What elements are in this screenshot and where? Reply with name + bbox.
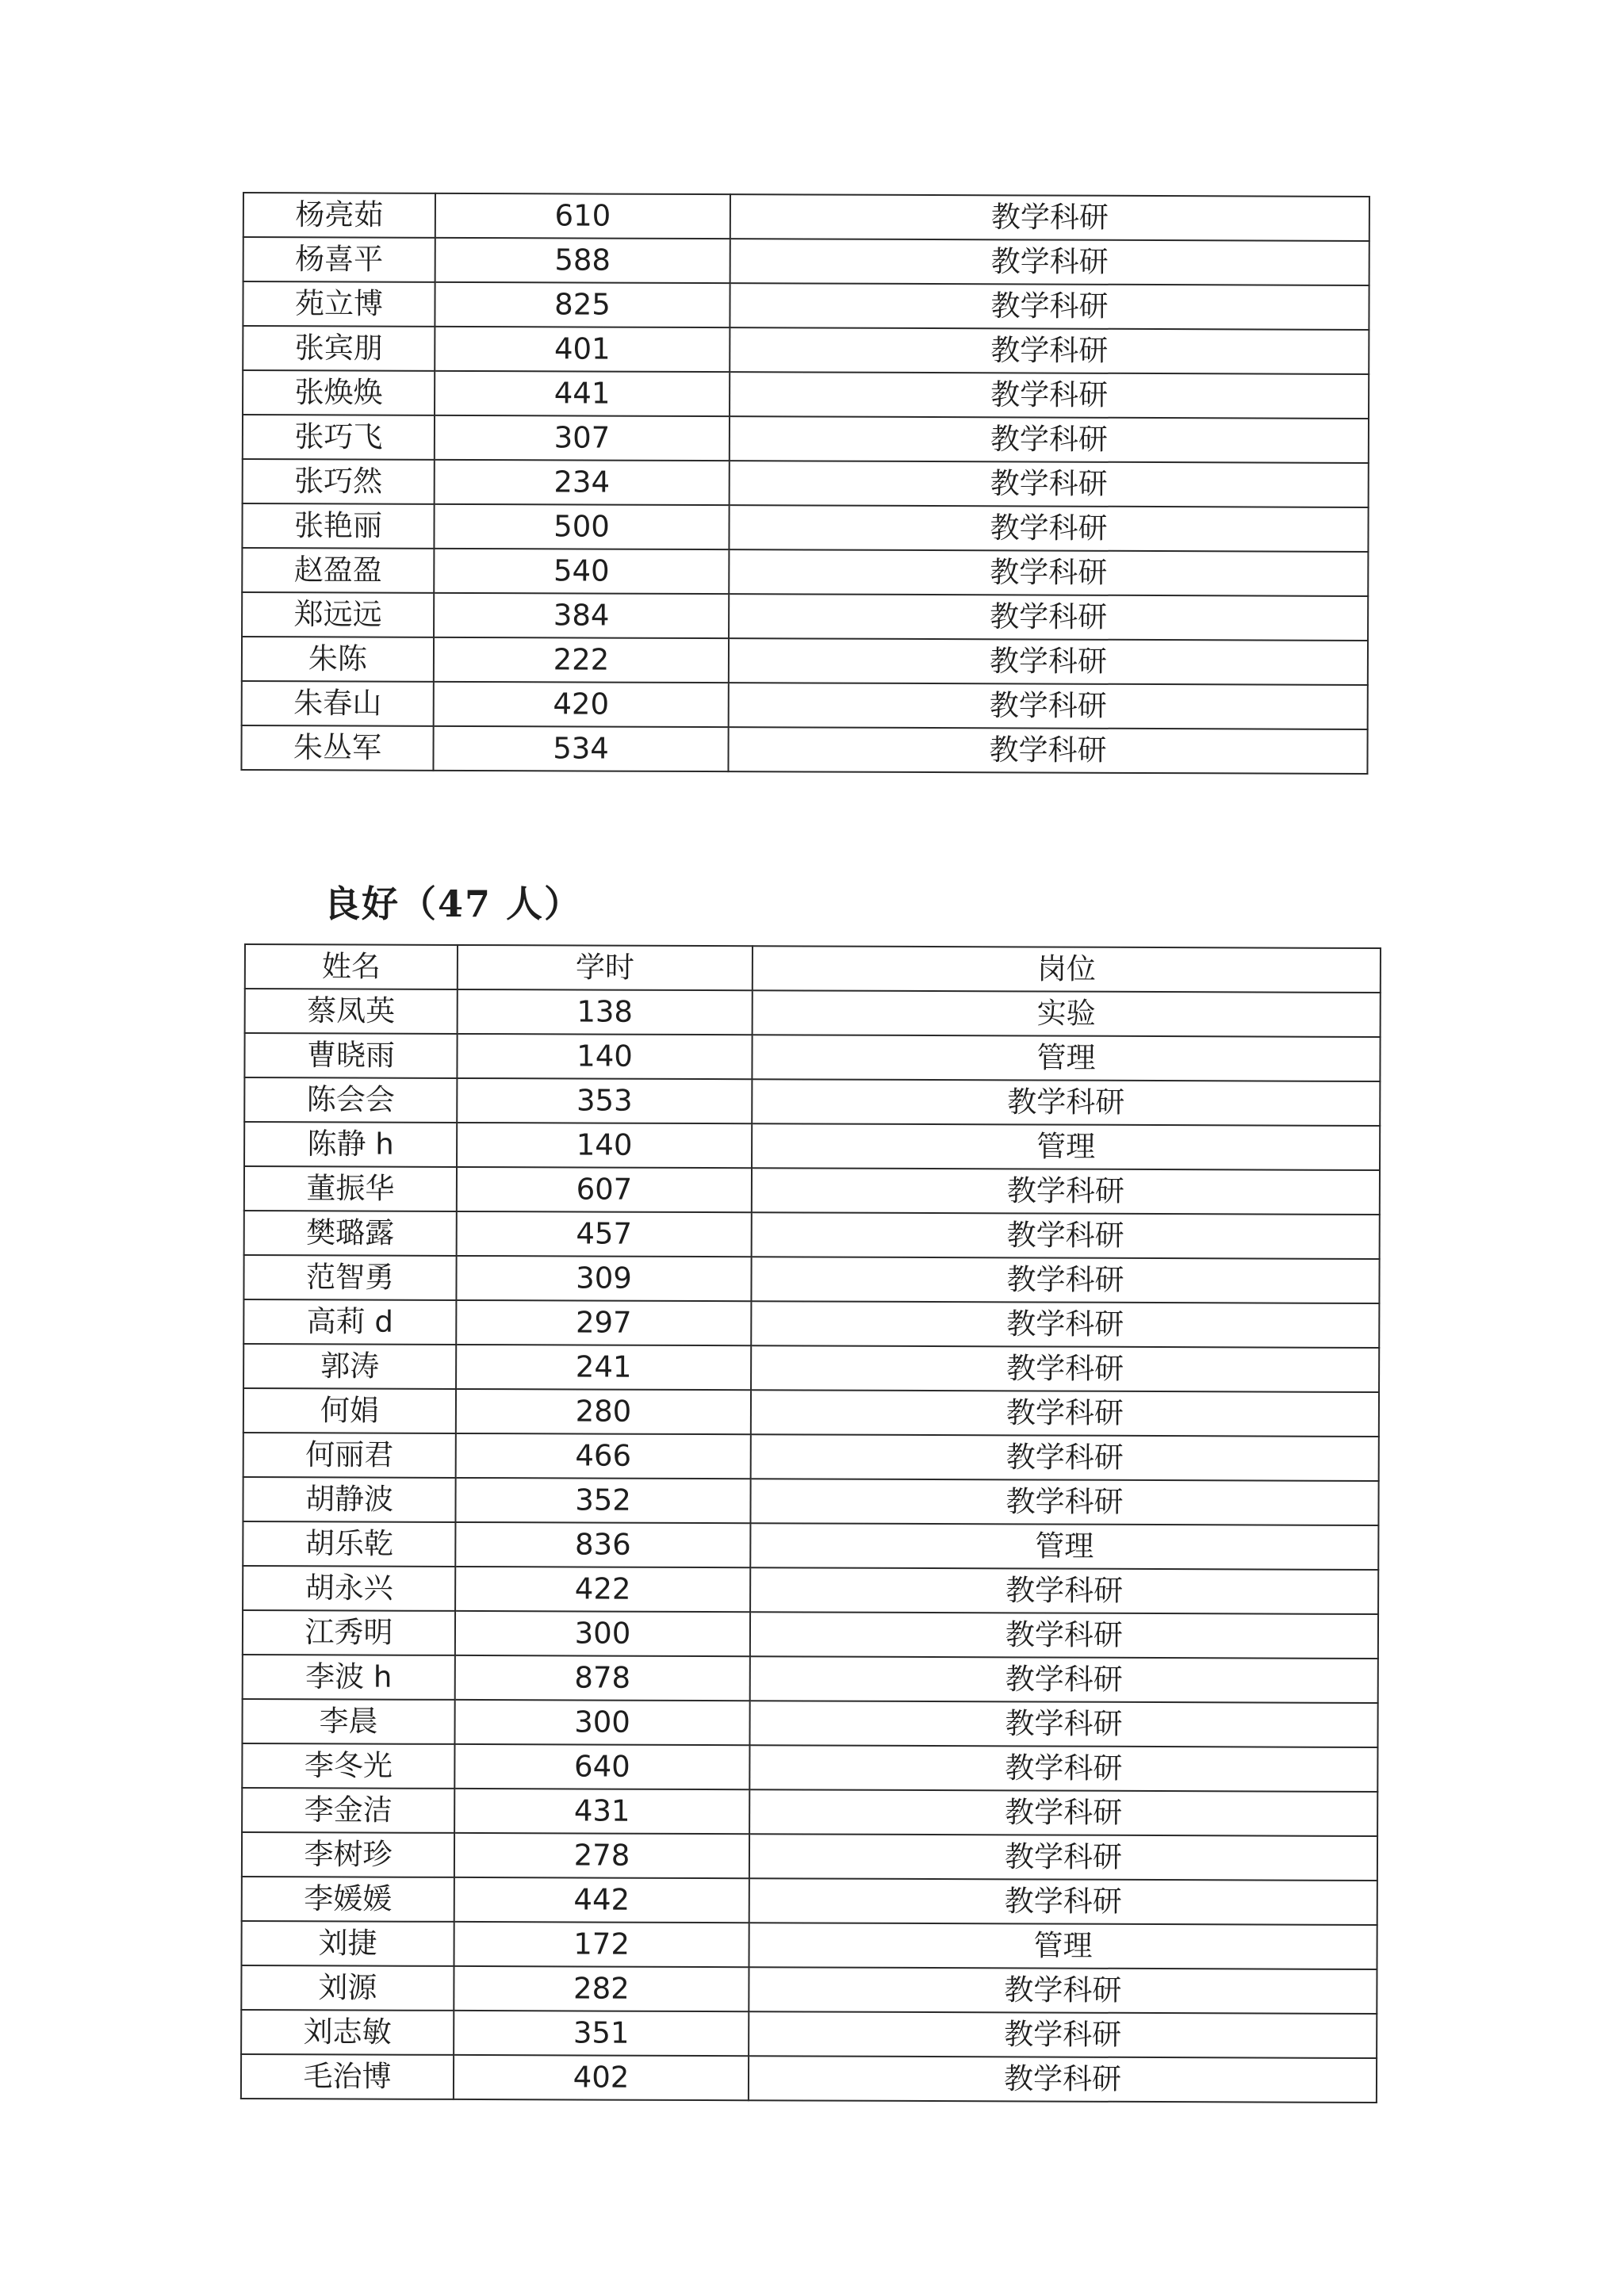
cell-name: 江秀明 <box>243 1610 455 1655</box>
cell-name: 朱丛军 <box>241 725 433 771</box>
cell-name: 刘捷 <box>242 1921 454 1966</box>
cell-hours: 640 <box>454 1744 749 1789</box>
table-row <box>241 2054 1377 2103</box>
cell-hours: 351 <box>454 2011 749 2056</box>
cell-position: 教学科研 <box>730 283 1369 330</box>
cell-name: 何丽君 <box>243 1433 456 1478</box>
cell-hours: 300 <box>454 1700 749 1745</box>
cell-position: 教学科研 <box>730 372 1369 419</box>
cell-name: 陈静 h <box>244 1122 457 1167</box>
table-row <box>242 1921 1377 1969</box>
cell-position: 教学科研 <box>749 2011 1377 2058</box>
good-rating-staff-table <box>240 943 1381 2103</box>
cell-name: 李树珍 <box>242 1832 454 1877</box>
cell-hours: 300 <box>455 1611 750 1656</box>
table-row <box>244 1077 1380 1126</box>
cell-position: 教学科研 <box>749 1701 1377 1747</box>
cell-position: 教学科研 <box>750 1612 1378 1659</box>
cell-hours: 588 <box>435 238 730 283</box>
cell-position: 教学科研 <box>752 1168 1380 1215</box>
cell-name: 郭涛 <box>243 1344 456 1389</box>
table-row <box>243 281 1369 330</box>
table-row <box>243 1433 1379 1481</box>
cell-position: 教学科研 <box>729 505 1368 552</box>
cell-position: 教学科研 <box>750 1479 1378 1525</box>
table-row <box>241 2010 1377 2058</box>
cell-name: 李波 h <box>243 1655 455 1700</box>
cell-name: 张宾朋 <box>243 326 435 371</box>
cell-position: 教学科研 <box>729 594 1368 641</box>
cell-name: 李晨 <box>242 1699 454 1744</box>
cell-hours: 431 <box>454 1789 749 1834</box>
cell-name: 李媛媛 <box>242 1877 454 1922</box>
cell-name: 张巧然 <box>243 459 435 504</box>
cell-position: 教学科研 <box>749 1789 1377 1836</box>
cell-position: 教学科研 <box>751 1345 1379 1392</box>
good-table-body <box>241 989 1381 2103</box>
cell-hours: 607 <box>457 1167 752 1212</box>
cell-position: 管理 <box>752 1123 1380 1170</box>
cell-hours: 234 <box>435 460 730 505</box>
cell-position: 教学科研 <box>750 1656 1378 1703</box>
table-row <box>242 503 1368 552</box>
cell-hours: 457 <box>457 1211 752 1257</box>
cell-name: 朱春山 <box>242 681 434 726</box>
cell-position: 教学科研 <box>751 1257 1379 1303</box>
cell-hours: 307 <box>435 415 730 461</box>
cell-position: 教学科研 <box>728 727 1367 774</box>
cell-position: 教学科研 <box>752 1079 1380 1126</box>
table-row <box>244 1166 1380 1215</box>
cell-position: 教学科研 <box>750 1567 1378 1614</box>
table-row <box>241 1965 1377 2014</box>
cell-position: 实验 <box>753 990 1381 1037</box>
table-row <box>244 1122 1380 1170</box>
cell-position: 教学科研 <box>730 194 1369 241</box>
cell-hours: 534 <box>433 726 728 771</box>
cell-hours: 825 <box>435 282 730 327</box>
table-row <box>243 1655 1378 1703</box>
table-row <box>243 1255 1379 1303</box>
cell-position: 教学科研 <box>729 638 1368 685</box>
cell-name: 胡永兴 <box>243 1566 455 1611</box>
cell-name: 胡乐乾 <box>243 1521 455 1567</box>
cell-hours: 422 <box>455 1567 750 1612</box>
section-heading-good: 良好（47 人） <box>324 882 583 925</box>
table-row <box>243 326 1369 374</box>
cell-hours: 140 <box>457 1034 752 1079</box>
cell-hours: 878 <box>455 1655 750 1701</box>
cell-hours: 280 <box>456 1389 751 1434</box>
cell-name: 张艳丽 <box>242 503 434 549</box>
table-row <box>243 1344 1379 1392</box>
cell-position: 管理 <box>752 1035 1380 1081</box>
cell-hours: 466 <box>456 1433 751 1479</box>
header-position: 岗位 <box>753 946 1381 993</box>
cell-position: 教学科研 <box>749 1834 1377 1881</box>
cell-position: 教学科研 <box>749 1745 1377 1792</box>
continued-staff-table <box>240 192 1370 775</box>
cell-position: 教学科研 <box>749 1967 1377 2014</box>
cell-name: 毛治博 <box>241 2054 454 2099</box>
table-row <box>243 1299 1379 1348</box>
continued-table-body <box>241 193 1369 774</box>
cell-position: 管理 <box>749 1923 1377 1969</box>
cell-position: 教学科研 <box>730 327 1369 374</box>
table-row <box>243 1566 1378 1614</box>
header-hours: 学时 <box>458 945 753 990</box>
table-row <box>242 1832 1377 1881</box>
cell-position: 管理 <box>750 1523 1378 1570</box>
cell-position: 教学科研 <box>749 1878 1377 1925</box>
cell-hours: 610 <box>435 193 730 239</box>
cell-name: 张巧飞 <box>243 415 435 460</box>
cell-hours: 442 <box>454 1877 749 1923</box>
table-row <box>242 548 1368 596</box>
cell-hours: 540 <box>434 549 729 594</box>
cell-hours: 282 <box>454 1966 749 2011</box>
cell-name: 杨喜平 <box>243 237 435 282</box>
cell-hours: 441 <box>435 371 730 416</box>
cell-hours: 353 <box>457 1078 752 1123</box>
cell-position: 教学科研 <box>749 2056 1377 2103</box>
cell-position: 教学科研 <box>751 1301 1379 1348</box>
cell-name: 赵盈盈 <box>242 548 434 593</box>
cell-name: 李金洁 <box>242 1788 454 1833</box>
table-row <box>243 459 1369 507</box>
cell-hours: 401 <box>435 327 730 372</box>
cell-name: 蔡凤英 <box>245 989 458 1034</box>
cell-name: 刘源 <box>241 1965 454 2011</box>
cell-hours: 309 <box>456 1256 751 1301</box>
table-row <box>245 989 1381 1037</box>
cell-name: 董振华 <box>244 1166 457 1211</box>
cell-hours: 278 <box>454 1833 749 1878</box>
cell-hours: 222 <box>434 637 729 683</box>
table-row <box>243 1477 1378 1525</box>
cell-name: 张焕焕 <box>243 370 435 415</box>
table-row <box>243 237 1369 285</box>
table-row <box>243 1388 1379 1437</box>
header-name: 姓名 <box>245 944 458 989</box>
cell-name: 郑远远 <box>242 592 434 637</box>
cell-name: 高莉 d <box>243 1299 456 1345</box>
table-row <box>241 725 1367 774</box>
cell-name: 曹晓雨 <box>244 1033 457 1078</box>
cell-name: 苑立博 <box>243 281 435 327</box>
table-row <box>242 637 1368 685</box>
table-row <box>244 1033 1380 1081</box>
table-row <box>242 592 1368 641</box>
cell-position: 教学科研 <box>751 1434 1379 1481</box>
cell-position: 教学科研 <box>751 1390 1379 1437</box>
cell-hours: 140 <box>457 1123 752 1168</box>
cell-position: 教学科研 <box>729 683 1368 729</box>
cell-hours: 138 <box>458 989 753 1035</box>
table-row <box>243 415 1369 463</box>
cell-hours: 420 <box>434 682 729 727</box>
cell-name: 胡静波 <box>243 1477 455 1522</box>
cell-position: 教学科研 <box>730 239 1369 285</box>
cell-position: 教学科研 <box>730 416 1369 463</box>
cell-position: 教学科研 <box>752 1212 1380 1259</box>
cell-name: 何娟 <box>243 1388 456 1433</box>
cell-hours: 836 <box>455 1522 750 1567</box>
cell-hours: 297 <box>456 1300 751 1345</box>
table-header-row <box>245 944 1381 993</box>
table-row <box>242 1699 1377 1747</box>
cell-hours: 241 <box>456 1345 751 1390</box>
cell-name: 陈会会 <box>244 1077 457 1123</box>
cell-hours: 500 <box>434 504 729 549</box>
cell-hours: 402 <box>454 2055 749 2100</box>
cell-name: 朱陈 <box>242 637 434 682</box>
cell-name: 李冬光 <box>242 1743 454 1789</box>
table-row <box>244 1211 1380 1259</box>
cell-position: 教学科研 <box>729 549 1368 596</box>
cell-hours: 384 <box>434 593 729 638</box>
table-row <box>243 1521 1378 1570</box>
table-row <box>242 1877 1377 1925</box>
cell-name: 杨亮茹 <box>243 193 435 238</box>
cell-hours: 352 <box>455 1478 750 1523</box>
table-row <box>242 1788 1377 1836</box>
table-row <box>243 1610 1378 1659</box>
table-row <box>242 681 1368 729</box>
cell-hours: 172 <box>454 1922 749 1967</box>
table-row <box>243 193 1369 241</box>
table-row <box>242 1743 1377 1792</box>
cell-position: 教学科研 <box>730 461 1369 507</box>
cell-name: 刘志敏 <box>241 2010 454 2055</box>
table-row <box>243 370 1369 419</box>
cell-name: 范智勇 <box>243 1255 456 1300</box>
cell-name: 樊璐露 <box>244 1211 457 1256</box>
